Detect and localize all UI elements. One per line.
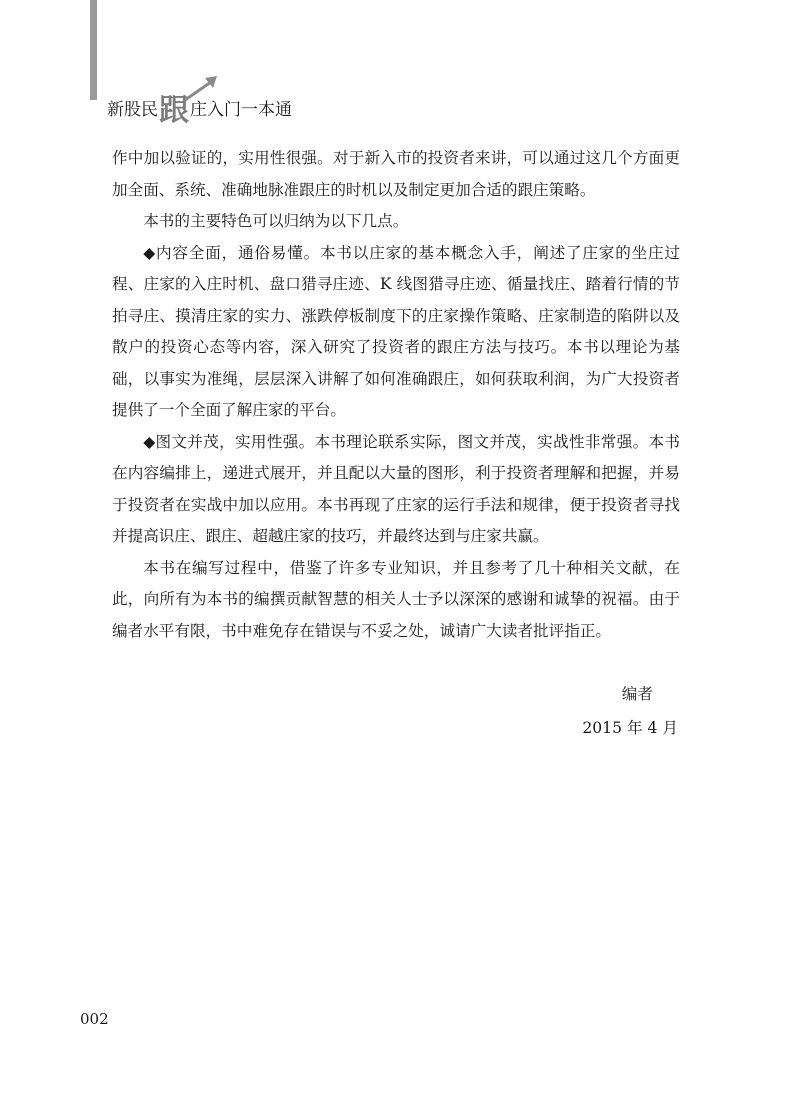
header-title-post: 庄入门一本通 — [190, 100, 292, 120]
rising-arrow-icon — [181, 74, 221, 104]
signature-author: 编者 — [621, 685, 653, 703]
paragraph: ◆图文并茂，实用性强。本书理论联系实际，图文并茂，实战性非常强。本书在内容编排上，递进式展开，并且配以大量的图形，利于投资者理解和把握，并易于投资者在实战中加以应用。本书再现了庄家的运行手法和规律，便于投资者寻找并提高识庄、跟庄、超越庄家的技巧，并最终达到与庄家共赢。 — [112, 432, 680, 545]
header-title-pre: 新股民 — [107, 100, 158, 120]
signature-date: 2015 年 4 月 — [582, 719, 678, 737]
paragraph: ◆内容全面，通俗易懂。本书以庄家的基本概念入手，阐述了庄家的坐庄过程、庄家的入庄时机、盘口猎寻庄迹、K 线图猎寻庄迹、循量找庄、踏着行情的节拍寻庄、摸清庄家的实力、涨跌停板制度下的庄家操作策略、庄家制造的陷阱以及散户的投资心态等内容，深入研究了投资者的跟庄方法与技巧。本书以理论为基础，以事实为准绳，层层深入讲解了如何准确跟庄，如何获取利润，为广大投资者提供了一个全面了解庄家的平台。 — [112, 243, 680, 419]
running-header — [107, 82, 292, 128]
header-title-emphasis: 跟 — [159, 93, 189, 128]
body-text — [112, 143, 680, 647]
paragraph: 作中加以验证的，实用性很强。对于新入市的投资者来讲，可以通过这几个方面更加全面、系统、准确地脉准跟庄的时机以及制定更加合适的跟庄策略。 — [112, 149, 680, 199]
paragraph: 本书在编写过程中，借鉴了许多专业知识，并且参考了几十种相关文献，在此，向所有为本书的编撰贡献智慧的相关人士予以深深的感谢和诚挚的祝福。由于编者水平有限，书中难免存在错误与不妥之处，诚请广大读者批评指正。 — [112, 558, 680, 640]
paragraph: 本书的主要特色可以归纳为以下几点。 — [143, 212, 409, 230]
header-side-bar — [90, 0, 97, 100]
page-number: 002 — [80, 1010, 109, 1028]
